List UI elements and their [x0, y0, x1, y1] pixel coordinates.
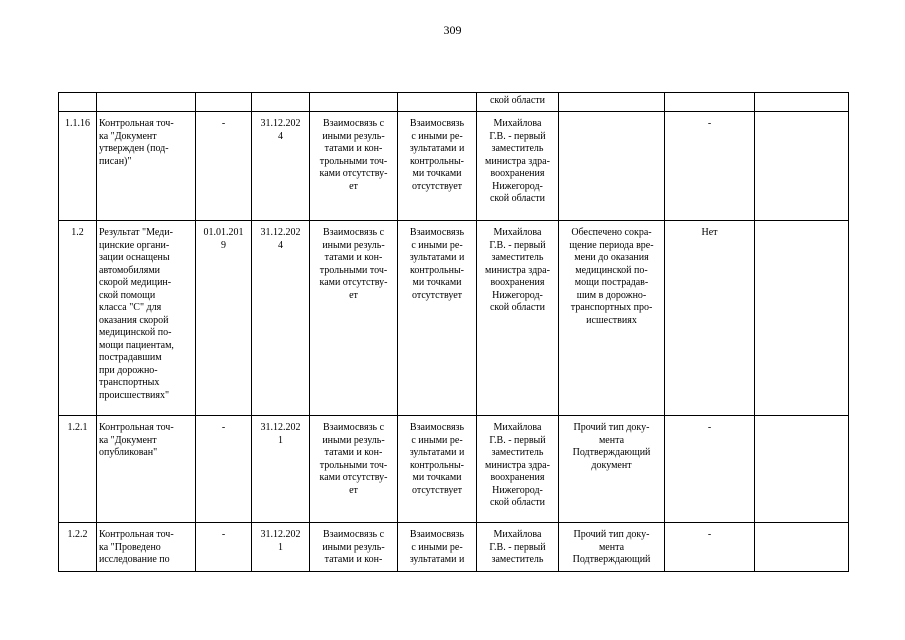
cell-relation-2 [398, 93, 477, 112]
cell-relation-2: Взаимосвязь с иными ре- зультатами и контрольны- ми точками отсутствует [398, 416, 477, 523]
table-row [59, 523, 849, 572]
cell-result [559, 93, 665, 112]
cell-end-date [252, 93, 310, 112]
document-table [58, 92, 849, 572]
cell-relation-2: Взаимосвязь с иными ре- зультатами и контрольны- ми точками отсутствует [398, 112, 477, 221]
cell-start-date: - [196, 416, 252, 523]
table-row [59, 93, 849, 112]
cell-name: Контрольная точ- ка "Проведено исследование по [97, 523, 196, 572]
cell-number: 1.2.1 [59, 416, 97, 523]
table-row [59, 416, 849, 523]
cell-responsible: Михайлова Г.В. - первый заместитель министра здра- воохранения Нижегород- ской области [477, 416, 559, 523]
cell-responsible: Михайлова Г.В. - первый заместитель министра здра- воохранения Нижегород- ской области [477, 221, 559, 416]
cell-name: Контрольная точ- ка "Документ утвержден (под- писан)" [97, 112, 196, 221]
cell-responsible: Михайлова Г.В. - первый заместитель министра здра- воохранения Нижегород- ской области [477, 112, 559, 221]
table-row [59, 221, 849, 416]
cell-start-date: - [196, 523, 252, 572]
cell-number: 1.1.16 [59, 112, 97, 221]
cell-extra [755, 221, 849, 416]
cell-extra [755, 112, 849, 221]
cell-end-date: 31.12.202 1 [252, 416, 310, 523]
cell-responsible: ской области [477, 93, 559, 112]
cell-number: 1.2 [59, 221, 97, 416]
cell-result [559, 112, 665, 221]
cell-flag: - [665, 523, 755, 572]
cell-number [59, 93, 97, 112]
cell-flag: - [665, 112, 755, 221]
cell-extra [755, 93, 849, 112]
cell-flag: - [665, 416, 755, 523]
cell-end-date: 31.12.202 4 [252, 112, 310, 221]
cell-flag [665, 93, 755, 112]
cell-end-date: 31.12.202 4 [252, 221, 310, 416]
cell-result: Обеспечено сокра- щение периода вре- мени до оказания медицинской по- мощи пострадав- шим в дорожно- транспортных про- исшествиях [559, 221, 665, 416]
cell-name: Результат "Меди- цинские органи- зации оснащены автомобилями скорой медицин- ской помощи класса "С" для оказания скорой медицинской по- мощи пациентам, пострадавшим при дорожно- транспортных происшествиях" [97, 221, 196, 416]
cell-relation-1: Взаимосвязь с иными резуль- татами и кон- [310, 523, 398, 572]
cell-flag: Нет [665, 221, 755, 416]
cell-result: Прочий тип доку- мента Подтверждающий [559, 523, 665, 572]
cell-extra [755, 523, 849, 572]
cell-start-date: - [196, 112, 252, 221]
cell-relation-1: Взаимосвязь с иными резуль- татами и кон- трольными точ- ками отсутству- ет [310, 112, 398, 221]
cell-relation-2: Взаимосвязь с иными ре- зультатами и [398, 523, 477, 572]
cell-relation-2: Взаимосвязь с иными ре- зультатами и контрольны- ми точками отсутствует [398, 221, 477, 416]
cell-relation-1 [310, 93, 398, 112]
cell-name [97, 93, 196, 112]
cell-responsible: Михайлова Г.В. - первый заместитель [477, 523, 559, 572]
table-row [59, 112, 849, 221]
cell-result: Прочий тип доку- мента Подтверждающий документ [559, 416, 665, 523]
cell-start-date: 01.01.201 9 [196, 221, 252, 416]
page-number: 309 [443, 23, 462, 37]
cell-relation-1: Взаимосвязь с иными резуль- татами и кон- трольными точ- ками отсутству- ет [310, 221, 398, 416]
cell-extra [755, 416, 849, 523]
cell-relation-1: Взаимосвязь с иными резуль- татами и кон- трольными точ- ками отсутству- ет [310, 416, 398, 523]
cell-end-date: 31.12.202 1 [252, 523, 310, 572]
cell-name: Контрольная точ- ка "Документ опубликован" [97, 416, 196, 523]
cell-start-date [196, 93, 252, 112]
cell-number: 1.2.2 [59, 523, 97, 572]
